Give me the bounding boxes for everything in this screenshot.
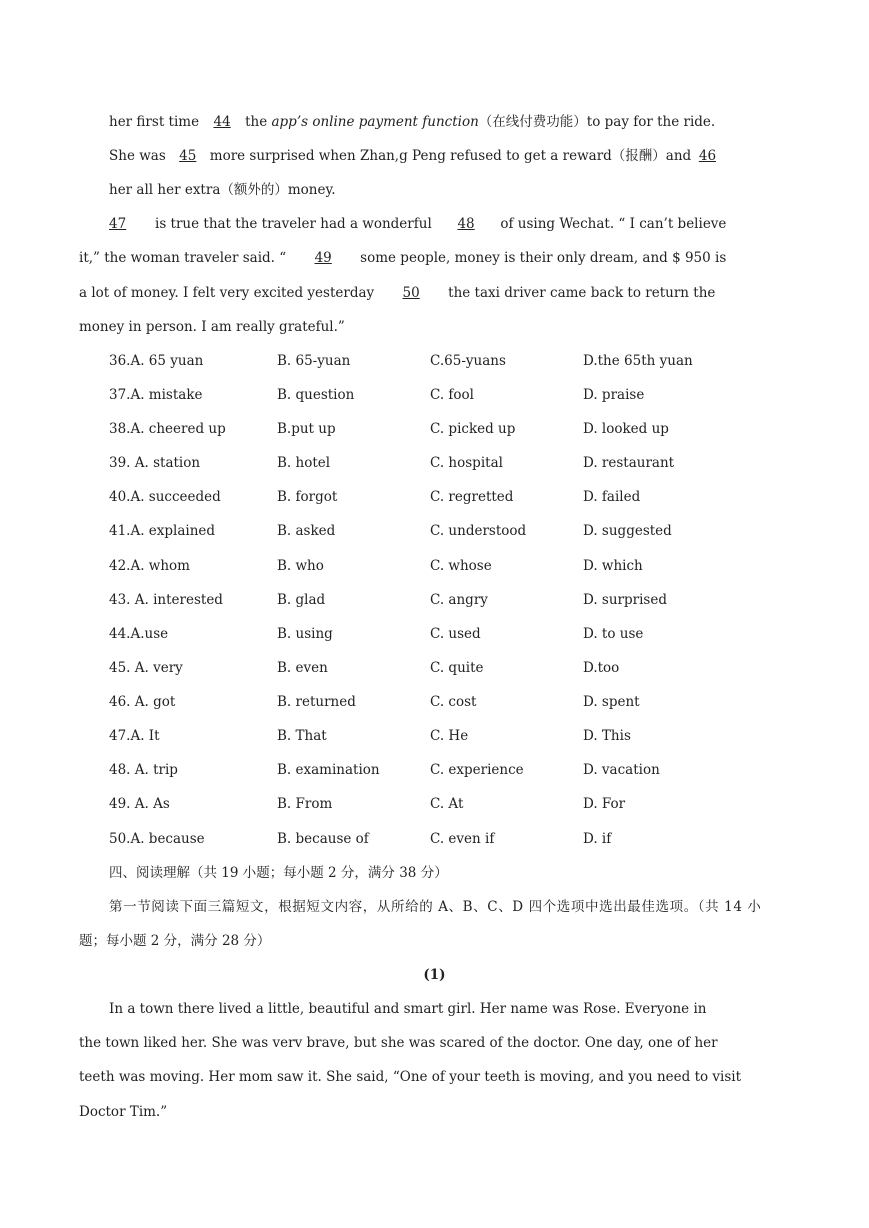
option-d: D.too [583, 660, 620, 676]
passage-line-6 [79, 283, 715, 303]
option-b: B. glad [277, 592, 326, 608]
option-c: C. even if [430, 831, 495, 847]
option-b: B. question [277, 387, 355, 403]
option-d: D. This [583, 728, 631, 744]
option-d: D.the 65th yuan [583, 353, 693, 369]
blank-50: 50 [402, 285, 420, 301]
text: her all her extra（额外的）money. [109, 182, 336, 198]
passage-line-1 [109, 112, 715, 132]
option-d: D. if [583, 831, 612, 847]
option-b: B. 65-yuan [277, 353, 351, 369]
option-b: B. who [277, 558, 324, 574]
blank-49: 49 [314, 250, 332, 266]
option-a: 37.A. mistake [109, 387, 203, 403]
option-c: C. experience [430, 762, 524, 778]
text: her first time [109, 114, 200, 130]
option-d: D. For [583, 796, 626, 812]
text: it,” the woman traveler said. “ [79, 250, 287, 266]
blank-47: 47 [109, 216, 127, 232]
option-c: C. picked up [430, 421, 516, 437]
option-a: 47.A. It [109, 728, 160, 744]
option-c: C. hospital [430, 455, 503, 471]
option-d: D. surprised [583, 592, 667, 608]
section-instructions: 第一节阅读下面三篇短文，根据短文内容，从所给的 A、B、C、D 四个选项中选出最佳选项。（共 14 小 [109, 899, 762, 915]
option-d: D. vacation [583, 762, 660, 778]
option-d: D. which [583, 558, 643, 574]
text: the taxi driver came back to return the [448, 285, 716, 301]
option-d: D. praise [583, 387, 645, 403]
option-a: 50.A. because [109, 831, 205, 847]
text: more surprised when Zhan,g Peng refused to get a reward（报酬）and [209, 148, 692, 164]
option-a: 48. A. trip [109, 762, 178, 778]
text: the [245, 114, 272, 130]
option-c: C. understood [430, 523, 527, 539]
option-a: 43. A. interested [109, 592, 223, 608]
option-b: B.put up [277, 421, 336, 437]
option-a: 40.A. succeeded [109, 489, 221, 505]
reading-line-1: In a town there lived a little, beautiful and smart girl. Her name was Rose. Everyone in [109, 1001, 707, 1017]
option-b: B. examination [277, 762, 380, 778]
option-c: C. angry [430, 592, 488, 608]
option-a: 49. A. As [109, 796, 170, 812]
text: a lot of money. I felt very excited yesterday [79, 285, 375, 301]
option-c: C.65-yuans [430, 353, 506, 369]
passage-line-7 [79, 317, 345, 337]
reading-line-3: teeth was moving. Her mom saw it. She said, “One of your teeth is moving, and you need to visit [79, 1069, 742, 1085]
passage-line-2 [109, 146, 719, 166]
option-c: C. regretted [430, 489, 514, 505]
text: She was [109, 148, 166, 164]
option-c: C. used [430, 626, 481, 642]
option-c: C. At [430, 796, 464, 812]
option-d: D. spent [583, 694, 640, 710]
reading-line-2: the town liked her. She was verv brave, but she was scared of the doctor. One day, one of her [79, 1035, 718, 1051]
blank-48: 48 [457, 216, 475, 232]
option-c: C. He [430, 728, 469, 744]
option-b: B. asked [277, 523, 336, 539]
option-b: B. That [277, 728, 327, 744]
option-d: D. suggested [583, 523, 672, 539]
option-b: B. forgot [277, 489, 338, 505]
blank-45: 45 [179, 148, 197, 164]
option-b: B. even [277, 660, 328, 676]
option-d: D. failed [583, 489, 641, 505]
passage-number: (1) [423, 967, 446, 983]
text: some people, money is their only dream, and $ 950 is [360, 250, 727, 266]
text: money in person. I am really grateful.” [79, 319, 345, 335]
option-a: 42.A. whom [109, 558, 190, 574]
option-a: 46. A. got [109, 694, 176, 710]
option-a: 39. A. station [109, 455, 201, 471]
section-heading: 四、阅读理解（共 19 小题；每小题 2 分，满分 38 分） [109, 865, 448, 881]
option-b: B. because of [277, 831, 369, 847]
passage-line-3 [109, 180, 336, 200]
option-b: B. returned [277, 694, 356, 710]
text: of using Wechat. “ I can’t believe [500, 216, 727, 232]
option-d: D. restaurant [583, 455, 675, 471]
blank-44: 44 [213, 114, 231, 130]
option-a: 41.A. explained [109, 523, 216, 539]
option-b: B. using [277, 626, 333, 642]
option-b: B. hotel [277, 455, 331, 471]
option-c: C. cost [430, 694, 477, 710]
option-d: D. to use [583, 626, 644, 642]
option-c: C. fool [430, 387, 475, 403]
option-a: 36.A. 65 yuan [109, 353, 204, 369]
option-c: C. whose [430, 558, 492, 574]
text: （在线付费功能）to pay for the ride. [478, 114, 716, 130]
passage-line-4 [109, 214, 726, 234]
section-instructions-cont: 题；每小题 2 分，满分 28 分） [79, 933, 271, 949]
option-b: B. From [277, 796, 333, 812]
italic-text: app’s online payment function [271, 114, 479, 130]
option-a: 44.A.use [109, 626, 169, 642]
passage-line-5 [79, 248, 726, 268]
blank-46: 46 [698, 148, 717, 164]
option-d: D. looked up [583, 421, 669, 437]
option-a: 38.A. cheered up [109, 421, 226, 437]
reading-line-4: Doctor Tim.” [79, 1104, 168, 1120]
option-a: 45. A. very [109, 660, 183, 676]
text: is true that the traveler had a wonderful [155, 216, 432, 232]
option-c: C. quite [430, 660, 484, 676]
